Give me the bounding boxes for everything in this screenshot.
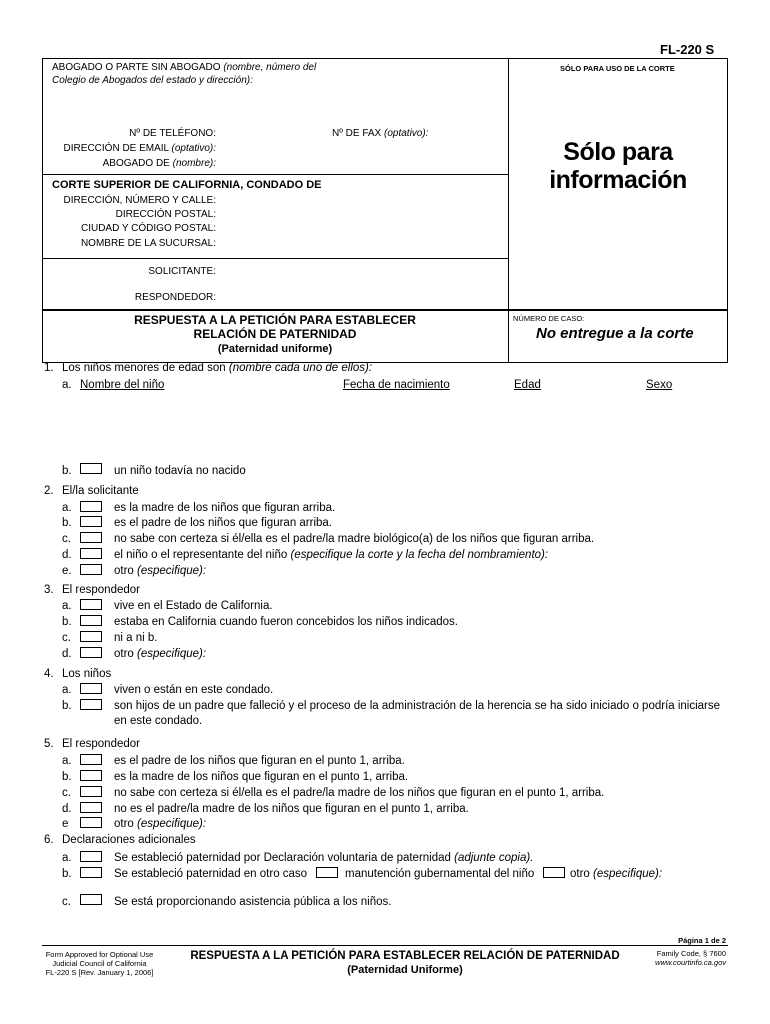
column-birth-date: Fecha de nacimiento: [343, 379, 450, 391]
section-2b-letter: b.: [62, 517, 72, 529]
section-3d-letter: d.: [62, 648, 72, 660]
court-use-label: SÓLO PARA USO DE LA CORTE: [560, 64, 675, 73]
section-4b-letter: b.: [62, 700, 72, 712]
document-title-line-1: RESPUESTA A LA PETICIÓN PARA ESTABLECER: [134, 313, 416, 327]
section-5b-letter: b.: [62, 771, 72, 783]
footer-title-line-2: (Paternidad Uniforme): [347, 964, 463, 976]
section-2c-text: no sabe con certeza si él/ella es el padre/la madre biológico(a) de los niños que figuran arriba.: [114, 533, 595, 545]
checkbox-5d[interactable]: [80, 802, 102, 813]
section-6b-letter: b.: [62, 868, 72, 880]
checkbox-6c[interactable]: [80, 894, 102, 905]
city-zip-label: CIUDAD Y CÓDIGO POSTAL:: [80, 223, 216, 234]
attorney-label-note: Colegio de Abogados del estado y dirección):: [52, 75, 253, 86]
section-5c-text: no sabe con certeza si él/ella es el padre/la madre de los niños que figuran en el punto 1, arriba.: [114, 787, 605, 799]
section-2e-text: otro (especifique):: [114, 565, 207, 577]
section-6c-text: Se está proporcionando asistencia pública a los niños.: [114, 896, 392, 908]
fax-label: Nº DE FAX (optativo):: [332, 128, 429, 139]
checkbox-6b[interactable]: [80, 867, 102, 878]
street-label: DIRECCIÓN, NÚMERO Y CALLE:: [63, 195, 216, 206]
column-sex: Sexo: [646, 379, 673, 391]
section-6b-text: Se estableció paternidad en otro caso: [114, 868, 308, 880]
section-5b-text: es la madre de los niños que figuran en el punto 1, arriba.: [114, 771, 409, 783]
court-title: CORTE SUPERIOR DE CALIFORNIA, CONDADO DE: [52, 179, 322, 191]
branch-label: NOMBRE DE LA SUCURSAL:: [80, 238, 216, 249]
document-title-line-3: (Paternidad uniforme): [217, 343, 333, 355]
checkbox-5e[interactable]: [80, 817, 102, 828]
section-6b-option-government-support: manutención gubernamental del niño: [345, 868, 535, 880]
header-divider-court: [42, 174, 508, 175]
section-1a-letter: a.: [62, 379, 72, 391]
section-2-title: El/la solicitante: [62, 485, 139, 497]
section-5a-text: es el padre de los niños que figuran en el punto 1, arriba.: [114, 755, 405, 767]
checkbox-5c[interactable]: [80, 786, 102, 797]
section-5c-letter: c.: [62, 787, 71, 799]
section-4b-text-line-1: son hijos de un padre que falleció y el proceso de la administración de la herencia se ha sido iniciado o podría iniciarse: [114, 700, 721, 712]
section-6-number: 6.: [44, 834, 54, 846]
section-4b-text-line-2: en este condado.: [114, 715, 203, 727]
watermark-line-1: Sólo para: [563, 138, 673, 166]
section-1b-text: un niño todavía no nacido: [114, 465, 246, 477]
section-4a-letter: a.: [62, 684, 72, 696]
section-6a-letter: a.: [62, 852, 72, 864]
petitioner-label: SOLICITANTE:: [148, 266, 216, 277]
checkbox-6b-government-support[interactable]: [316, 867, 338, 878]
do-not-file-notice: No entregue a la corte: [536, 325, 694, 342]
footer-rule: [42, 945, 728, 946]
section-1-number: 1.: [44, 362, 54, 374]
footer-url: www.courtinfo.ca.gov: [655, 958, 726, 967]
column-age: Edad: [514, 379, 541, 391]
page-number: Página 1 de 2: [678, 936, 726, 945]
checkbox-2b[interactable]: [80, 516, 102, 527]
section-3a-letter: a.: [62, 600, 72, 612]
footer-form-revision: FL-220 S [Rev. January 1, 2006]: [45, 968, 154, 977]
section-3b-letter: b.: [62, 616, 72, 628]
email-label: DIRECCIÓN DE EMAIL (optativo):: [63, 143, 216, 154]
checkbox-6b-other[interactable]: [543, 867, 565, 878]
case-number-label: NÚMERO DE CASO:: [513, 314, 585, 323]
section-5-title: El respondedor: [62, 738, 140, 750]
checkbox-3c[interactable]: [80, 631, 102, 642]
footer-title-line-1: RESPUESTA A LA PETICIÓN PARA ESTABLECER RELACIÓN DE PATERNIDAD: [190, 950, 620, 962]
watermark-line-2: información: [549, 166, 687, 194]
section-2d-letter: d.: [62, 549, 72, 561]
checkbox-2d[interactable]: [80, 548, 102, 559]
section-5d-text: no es el padre/la madre de los niños que figuran en el punto 1, arriba.: [114, 803, 469, 815]
section-3-number: 3.: [44, 584, 54, 596]
section-2c-letter: c.: [62, 533, 71, 545]
checkbox-2c[interactable]: [80, 532, 102, 543]
checkbox-4a[interactable]: [80, 683, 102, 694]
footer-approved-line-2: Judicial Council of California: [52, 959, 147, 968]
checkbox-3a[interactable]: [80, 599, 102, 610]
attorney-label: ABOGADO O PARTE SIN ABOGADO (nombre, número del: [52, 62, 317, 73]
section-6b-option-other: otro (especifique):: [570, 868, 663, 880]
form-id: FL-220 S: [660, 42, 715, 57]
footer-family-code: Family Code, § 7600: [656, 949, 726, 958]
checkbox-3d[interactable]: [80, 647, 102, 658]
phone-label: Nº DE TELÉFONO:: [129, 128, 216, 139]
respondent-label: RESPONDEDOR:: [134, 292, 216, 303]
checkbox-unborn[interactable]: [80, 463, 102, 474]
section-3d-text: otro (especifique):: [114, 648, 207, 660]
section-2-number: 2.: [44, 485, 54, 497]
section-3c-text: ni a ni b.: [114, 632, 158, 644]
section-1-text: Los niños menores de edad son (nombre cada uno de ellos):: [62, 362, 373, 374]
section-5e-text: otro (especifique):: [114, 818, 207, 830]
column-child-name: Nombre del niño: [80, 379, 165, 391]
section-3b-text: estaba en California cuando fueron concebidos los niños indicados.: [114, 616, 458, 628]
section-4-number: 4.: [44, 668, 54, 680]
section-2d-text: el niño o el representante del niño (especifique la corte y la fecha del nombramiento):: [114, 549, 549, 561]
section-2e-letter: e.: [62, 565, 72, 577]
section-3c-letter: c.: [62, 632, 71, 644]
section-5-number: 5.: [44, 738, 54, 750]
checkbox-3b[interactable]: [80, 615, 102, 626]
section-5a-letter: a.: [62, 755, 72, 767]
attorney-for-label: ABOGADO DE (nombre):: [102, 158, 216, 169]
header-divider-parties: [42, 258, 508, 259]
checkbox-4b[interactable]: [80, 699, 102, 710]
checkbox-5a[interactable]: [80, 754, 102, 765]
section-1b-letter: b.: [62, 465, 72, 477]
checkbox-2e[interactable]: [80, 564, 102, 575]
section-4a-text: viven o están en este condado.: [114, 684, 274, 696]
section-2a-text: es la madre de los niños que figuran arriba.: [114, 502, 336, 514]
document-title-line-2: RELACIÓN DE PATERNIDAD: [193, 327, 357, 341]
section-5d-letter: d.: [62, 803, 72, 815]
section-2a-letter: a.: [62, 502, 72, 514]
footer-approved-line-1: Form Approved for Optional Use: [45, 950, 154, 959]
section-3-title: El respondedor: [62, 584, 140, 596]
section-6a-text: Se estableció paternidad por Declaración voluntaria de paternidad (adjunte copia).: [114, 852, 534, 864]
checkbox-5b[interactable]: [80, 770, 102, 781]
section-5e-letter: e: [62, 818, 69, 830]
section-3a-text: vive en el Estado de California.: [114, 600, 273, 612]
mailing-label: DIRECCIÓN POSTAL:: [115, 209, 216, 220]
checkbox-2a[interactable]: [80, 501, 102, 512]
checkbox-6a[interactable]: [80, 851, 102, 862]
section-2b-text: es el padre de los niños que figuran arriba.: [114, 517, 333, 529]
section-4-title: Los niños: [62, 668, 112, 680]
section-6-title: Declaraciones adicionales: [62, 834, 196, 846]
section-6c-letter: c.: [62, 896, 71, 908]
